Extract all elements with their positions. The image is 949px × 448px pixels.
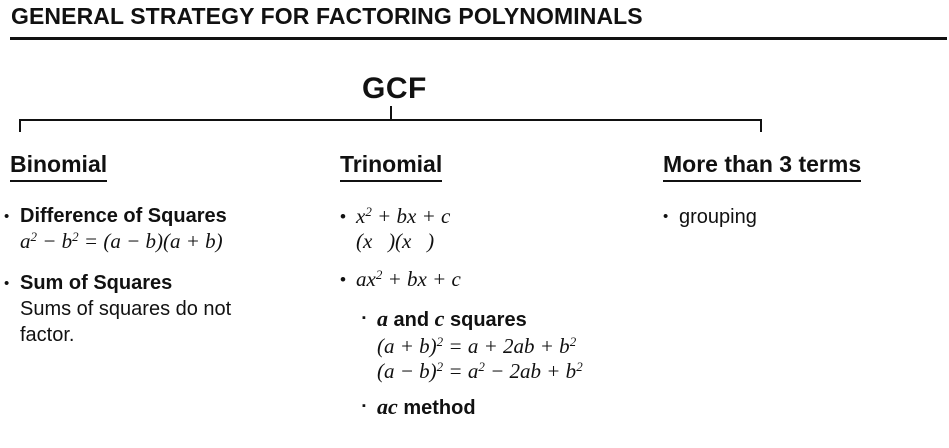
label-part: squares [444,308,527,331]
item-body [356,267,660,292]
math-part: + bx + c [371,203,451,228]
list-item [340,267,660,293]
item-label: Difference of Squares [20,204,227,227]
column-more-than-3-terms [663,151,945,247]
math-part: (a + b) [377,333,437,358]
label-part: ac [377,393,398,419]
item-body [356,204,660,254]
math-line [377,334,660,359]
math-superscript: 2 [365,203,372,219]
math-superscript: 2 [30,228,37,244]
math-part: a [20,228,31,253]
math-line [356,267,660,292]
title-rule [10,37,947,40]
label-part: c [434,305,445,331]
column-binomial [4,151,330,365]
math-part: x [356,203,366,228]
list-item [4,204,330,254]
math-part: = a + 2ab + b [443,333,570,358]
tree-root-label: GCF [362,72,427,105]
list-item [663,204,945,230]
math-part: = a [443,358,479,383]
math-part: + bx + c [382,266,461,291]
column-heading: Trinomial [340,151,442,182]
math-part: = (a − b)(a + b) [78,228,223,253]
bullet-icon: • [663,207,669,225]
item-label: Sum of Squares [20,271,173,294]
item-label [377,306,660,334]
tree-bracket-bar [19,119,762,121]
bullet-icon: • [4,274,10,292]
item-body [679,204,945,230]
math-superscript: 2 [576,358,583,374]
math-part: ax [356,266,376,291]
math-line: (x )(x ) [356,228,435,253]
tree-bracket-left-tick [19,119,21,132]
square-bullet-icon: ▪ [362,311,366,324]
math-superscript: 2 [375,266,383,282]
math-part: (a − b) [377,358,437,383]
math-line [20,229,260,254]
item-body [377,306,660,384]
math-superscript: 2 [436,358,444,374]
tree-root-connector [390,106,392,120]
column-trinomial [340,151,660,432]
label-part: a [377,305,388,331]
list-item [4,271,330,348]
math-line [377,359,660,384]
math-superscript: 2 [478,358,485,374]
bullet-icon: • [340,269,346,289]
item-body [377,394,660,422]
item-label [377,394,660,422]
tree-bracket-right-tick [760,119,762,132]
bullet-icon: • [340,206,346,226]
label-part: method [397,396,476,419]
label-part: and [388,308,435,331]
math-superscript: 2 [72,228,79,244]
sub-list [362,306,660,422]
math-superscript: 2 [569,333,577,349]
math-line [356,204,660,229]
list-item [362,306,660,384]
math-part: − 2ab + b [484,358,577,383]
math-superscript: 2 [436,333,444,349]
column-heading: More than 3 terms [663,151,861,182]
square-bullet-icon: ▪ [362,399,366,412]
math-part: − b [37,228,73,253]
list-item [340,204,660,254]
item-note: grouping [679,205,757,228]
bullet-icon: • [4,207,10,225]
item-body [20,271,260,348]
page-title: GENERAL STRATEGY FOR FACTORING POLYNOMINALS [11,3,643,29]
list-item [362,394,660,422]
item-note: Sums of squares do not factor. [20,297,232,346]
item-body [20,204,260,254]
column-heading: Binomial [10,151,107,182]
